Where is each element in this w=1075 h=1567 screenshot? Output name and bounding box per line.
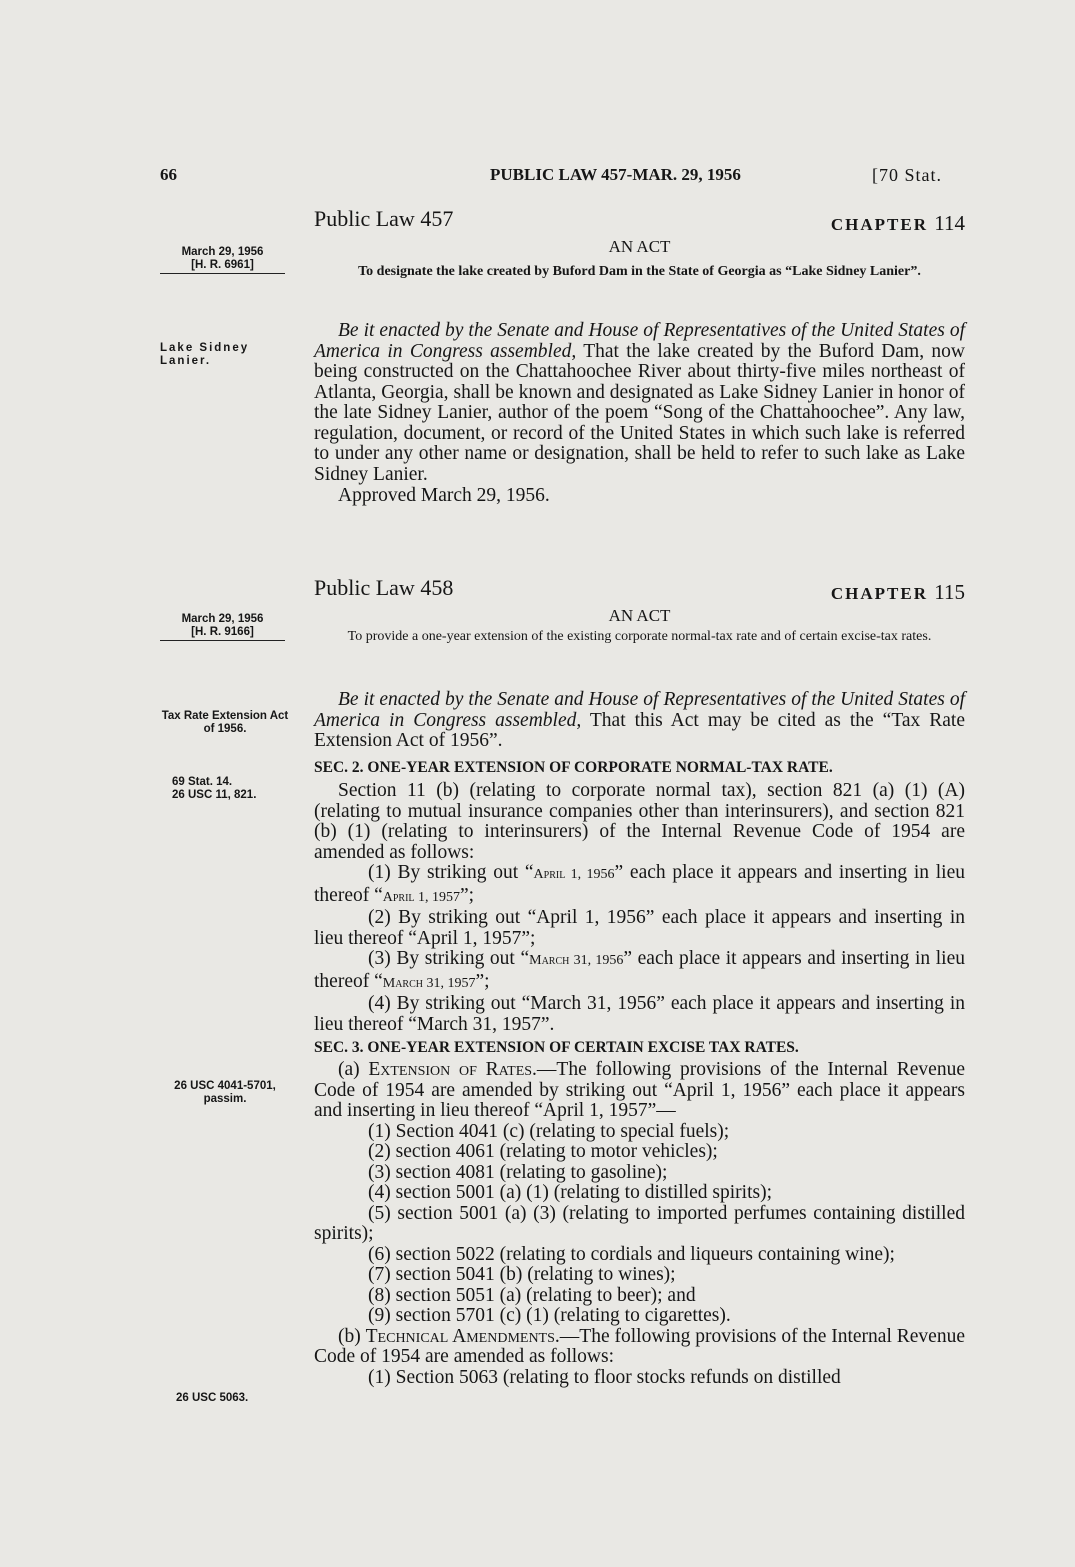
sec3a-item: (6) section 5022 (relating to cordials and liqueurs containing wine); — [368, 1243, 895, 1265]
enacting-formula: Be it enacted by the Senate and House of Representatives of the United States of America in Congress assembled, — [314, 689, 965, 731]
chapter-number: 115 — [934, 580, 965, 604]
sec3a-item: (4) section 5001 (a) (1) (relating to distilled spirits); — [368, 1182, 772, 1203]
public-law-457-label: Public Law 457 — [314, 206, 454, 231]
sec2-text: Section 11 (b) (relating to corporate normal tax), section 821 (a) (1) (A) (relating to mutual insurance companies other than interinsurers), and section 821 (b) (1) (relating to interinsurers) of the Internal Revenue Code of 1954 are amended as follows: — [314, 780, 965, 863]
margin-date-457: March 29, 1956 — [181, 246, 264, 258]
sec3a-item: (3) section 4081 (relating to gasoline); — [368, 1161, 668, 1183]
act-title-457: To designate the lake created by Buford Dam in the State of Georgia as “Lake Sidney Lanier”. — [358, 264, 921, 279]
sec2-item-3: (3) By striking out “March 31, 1956” each place it appears and inserting in lieu thereof “March 31, 1957”; — [314, 948, 965, 992]
sec3a-paragraph: (a) Extension of Rates.—The following provisions of the Internal Revenue Code of 1954 are amended by striking out “April 1, 1956” each place it appears and inserting in lieu thereof “April 1, 1957”— — [314, 1059, 965, 1121]
sec3-heading: SEC. 3. ONE-YEAR EXTENSION OF CERTAIN EXCISE TAX RATES. — [314, 1039, 799, 1056]
sec2-item-1: (1) By striking out “April 1, 1956” each place it appears and inserting in lieu thereof “April 1, 1957”; — [314, 862, 965, 906]
chapter-115-label — [780, 580, 965, 605]
sec3a-item: (2) section 4061 (relating to motor vehicles); — [368, 1141, 718, 1162]
sec3a-item: (5) section 5001 (a) (3) (relating to imported perfumes containing distilled spirits); — [314, 1202, 965, 1244]
sec2-item-2: (2) By striking out “April 1, 1956” each place it appears and inserting in lieu thereof “April 1, 1957”; — [314, 907, 965, 949]
margin-note-26-usc-4041: 26 USC 4041-5701, passim. — [174, 1080, 276, 1105]
sec3a-item: (9) section 5701 (c) (1) (relating to cigarettes). — [368, 1305, 731, 1326]
sec3a-item: (8) section 5051 (a) (relating to beer); and — [368, 1284, 696, 1306]
margin-note-line: 26 USC 11, 821. — [172, 789, 257, 801]
chapter-word: CHAPTER — [830, 215, 929, 234]
sec3a-item: (7) section 5041 (b) (relating to wines); — [368, 1264, 676, 1285]
sec3a-caption: Extension of Rates. — [368, 1059, 537, 1080]
public-law-458-label: Public Law 458 — [314, 575, 454, 600]
margin-note-tax-rate-extension: Tax Rate Extension Act of 1956. — [161, 710, 289, 735]
approval-line-457: Approved March 29, 1956. — [338, 485, 550, 506]
sec3b-caption: Technical Amendments. — [365, 1325, 560, 1347]
enacting-text: That this Act may be cited as the “Tax Rate Extension Act of 1956”. — [314, 709, 966, 751]
margin-note-lake-sidney-lanier: Lake Sidney Lanier. — [160, 342, 250, 367]
page-number: 66 — [160, 165, 177, 184]
running-title: PUBLIC LAW 457-MAR. 29, 1956 — [490, 165, 741, 184]
sec3a-item: (1) Section 4041 (c) (relating to special fuels); — [368, 1120, 730, 1142]
sec3b-item-1: (1) Section 5063 (relating to floor stocks refunds on distilled — [368, 1366, 841, 1388]
volume-reference: [70 Stat. — [872, 165, 942, 185]
margin-date-458: March 29, 1956 — [181, 613, 264, 625]
enacting-formula: Be it enacted by the Senate and House of Representatives of the United States of America in Congress assembled, — [314, 320, 965, 362]
sec3b-paragraph: (b) Technical Amendments.—The following provisions of the Internal Revenue Code of 1954 are amended as follows: — [314, 1325, 965, 1367]
margin-note-69-stat — [160, 776, 302, 802]
an-act-label: AN ACT — [608, 606, 671, 625]
chapter-114-label — [780, 211, 965, 236]
an-act-label: AN ACT — [608, 237, 671, 256]
margin-bill-457: [H. R. 6961] — [160, 259, 285, 274]
margin-note-line: 69 Stat. 14. — [172, 776, 233, 788]
enacting-clause-457 — [314, 321, 965, 507]
margin-bill-458: [H. R. 9166] — [160, 626, 285, 641]
chapter-word: CHAPTER — [830, 584, 929, 603]
enacting-text: That the lake created by the Buford Dam, now being constructed on the Chattahoochee River about thirty-five miles northeast of Atlanta, Georgia, shall be known and designated as Lake Sidney Lanier in honor of the late Sidney Lanier, author of the poem “Song of the Chattahoochee”. Any law, regulation, document, or record of the United States in which such lake is referred to under any other name or designation, shall be held to refer to such lake as Lake Sidney Lanier. — [314, 340, 965, 485]
chapter-number: 114 — [934, 211, 965, 235]
sec2-body — [314, 781, 965, 1035]
enacting-clause-458 — [314, 690, 965, 752]
sec3a-list — [314, 1122, 965, 1327]
margin-note-26-usc-5063: 26 USC 5063. — [176, 1392, 249, 1404]
sec3-body — [314, 1060, 965, 1388]
sec2-item-4: (4) By striking out “March 31, 1956” each place it appears and inserting in lieu thereof “March 31, 1957”. — [314, 993, 965, 1035]
sec2-heading: SEC. 2. ONE-YEAR EXTENSION OF CORPORATE NORMAL-TAX RATE. — [314, 759, 833, 776]
act-title-458: To provide a one-year extension of the existing corporate normal-tax rate and of certain excise-tax rates. — [347, 629, 932, 644]
